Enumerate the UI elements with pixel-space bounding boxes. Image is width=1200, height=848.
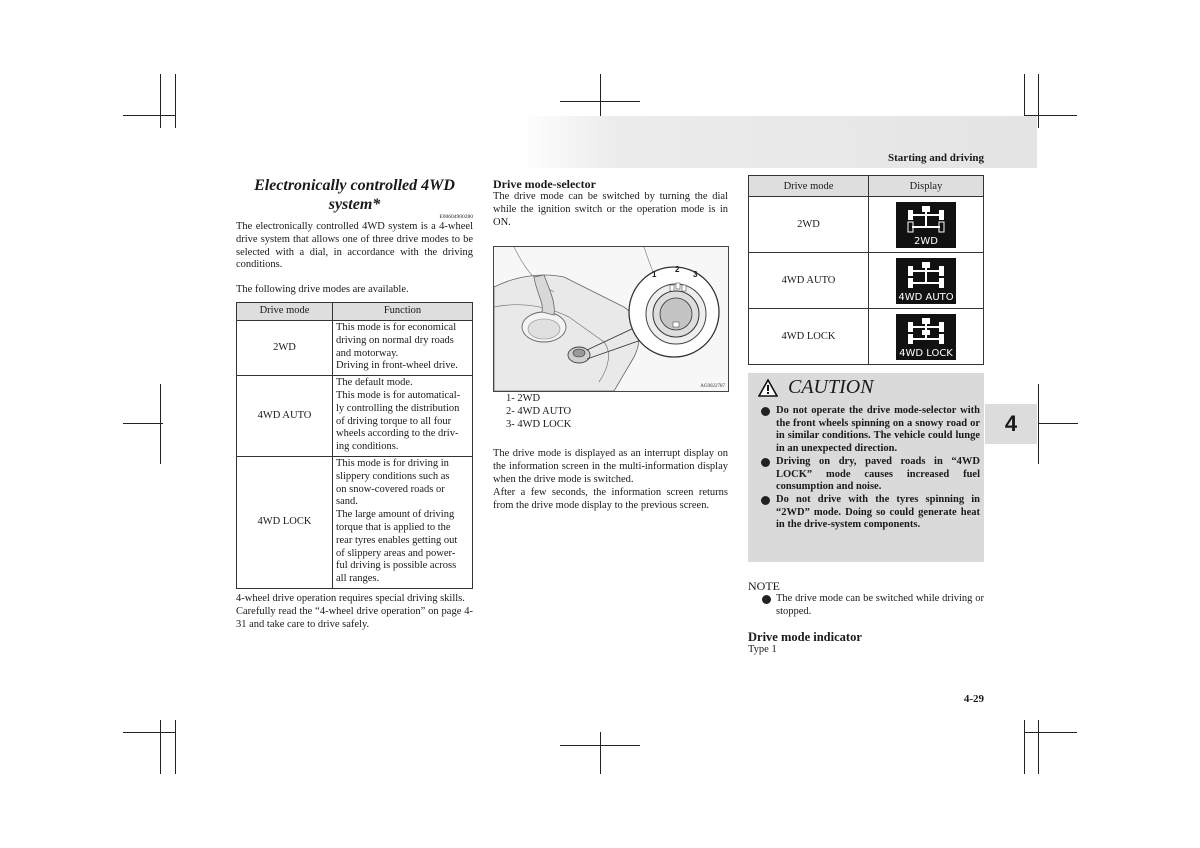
function-cell bbox=[333, 456, 473, 588]
crop-mark bbox=[123, 732, 176, 733]
crop-mark bbox=[1024, 720, 1025, 774]
function-line: wheels according to the driv- bbox=[336, 428, 459, 440]
crop-mark bbox=[160, 720, 161, 774]
function-line: This mode is for economical bbox=[336, 321, 457, 333]
function-line: The default mode. bbox=[336, 377, 413, 389]
crop-mark bbox=[560, 101, 640, 102]
crop-mark bbox=[1024, 732, 1077, 733]
function-line: all ranges. bbox=[336, 573, 380, 585]
caution-item bbox=[754, 405, 980, 456]
display-cell bbox=[869, 253, 984, 309]
table-row bbox=[749, 197, 984, 253]
table-row bbox=[749, 309, 984, 365]
function-line: Driving in front-wheel drive. bbox=[336, 360, 458, 372]
console-illustration bbox=[494, 247, 728, 391]
section-heading: Electronically controlled 4WD system* bbox=[254, 177, 455, 213]
bullet-icon bbox=[762, 595, 771, 604]
function-line: ing conditions. bbox=[336, 441, 399, 453]
chapter-tab: 4 bbox=[985, 404, 1037, 444]
crop-mark bbox=[1038, 720, 1039, 774]
function-line: rear tyres enables getting out bbox=[336, 534, 458, 546]
crop-mark bbox=[600, 732, 601, 774]
page-number: 4-29 bbox=[963, 693, 984, 705]
intro-paragraph: The electronically controlled 4WD system is a 4-wheel drive system that allows one of three drive modes to be selected with a dial, in accordance with the driving conditions. bbox=[236, 221, 473, 271]
caution-list bbox=[754, 405, 980, 532]
drivetrain-4wd-icon bbox=[896, 258, 956, 304]
bullet-icon bbox=[761, 496, 770, 505]
crop-mark bbox=[1038, 423, 1078, 424]
caution-item bbox=[754, 494, 980, 532]
function-line: This mode is for automatical- bbox=[336, 389, 461, 401]
return-screen-text: After a few seconds, the information screen returns from the drive mode display to the previous screen. bbox=[493, 486, 728, 511]
drive-mode-selector-heading: Drive mode-selector bbox=[493, 177, 596, 191]
function-line: ful driving is possible across bbox=[336, 560, 457, 572]
mode-cell: 4WD AUTO bbox=[237, 376, 333, 457]
caution-item-text: Do not drive with the tyres spinning in “2WD” mode. Doing so could generate heat in the drive-system components. bbox=[776, 493, 980, 531]
crop-mark bbox=[1038, 74, 1039, 128]
available-modes-text: The following drive modes are available. bbox=[236, 284, 409, 296]
function-line: on snow-covered roads or bbox=[336, 483, 445, 495]
function-line: sand. bbox=[336, 496, 358, 508]
table-row bbox=[749, 253, 984, 309]
list-item: 2- 4WD AUTO bbox=[506, 405, 572, 417]
note-section bbox=[748, 579, 984, 656]
read-carefully-note: Carefully read the “4-wheel drive operation” on page 4-31 and take care to drive safely. bbox=[236, 605, 473, 630]
caution-item-text: Do not operate the drive mode-selector with the front wheels spinning on a snowy road or in similar conditions. The vehicle could lunge in an unexpected direction. bbox=[776, 405, 980, 455]
callout-number: 1 bbox=[652, 270, 657, 279]
callout-number: 3 bbox=[693, 270, 698, 279]
crop-mark bbox=[160, 384, 161, 464]
function-cell bbox=[333, 376, 473, 457]
function-line: of driving torque to all four bbox=[336, 415, 452, 427]
bullet-icon bbox=[761, 407, 770, 416]
crop-mark bbox=[175, 74, 176, 128]
function-cell bbox=[333, 320, 473, 375]
table-header: Drive mode bbox=[749, 176, 869, 197]
mode-cell: 2WD bbox=[749, 197, 869, 253]
caution-box bbox=[748, 373, 984, 562]
icon-label: 4WD AUTO bbox=[898, 291, 954, 303]
skills-note: 4-wheel drive operation requires special driving skills. bbox=[236, 592, 465, 604]
table-header: Display bbox=[869, 176, 984, 197]
caution-item-text: Driving on dry, paved roads in “4WD LOCK” mode causes increased fuel consumption and noise. bbox=[776, 455, 980, 493]
function-line: driving on normal dry roads bbox=[336, 334, 454, 346]
table-row bbox=[237, 320, 473, 375]
function-line: torque that is applied to the bbox=[336, 521, 451, 533]
list-item: 1- 2WD bbox=[506, 393, 541, 404]
function-line: and motorway. bbox=[336, 347, 399, 359]
warning-triangle-icon bbox=[758, 379, 778, 397]
table-header: Function bbox=[333, 302, 473, 320]
drive-mode-selector-illustration bbox=[493, 246, 729, 392]
table-row bbox=[237, 376, 473, 457]
mode-cell: 4WD AUTO bbox=[749, 253, 869, 309]
crop-mark bbox=[123, 423, 163, 424]
caution-title: CAUTION bbox=[788, 376, 874, 398]
bullet-icon bbox=[761, 458, 770, 467]
function-line: slippery conditions such as bbox=[336, 470, 450, 482]
drivetrain-2wd-icon bbox=[896, 202, 956, 248]
function-line: This mode is for driving in bbox=[336, 457, 449, 469]
interrupt-display-text: The drive mode is displayed as an interrupt display on the information screen in the multi-information display when the drive mode is switched. bbox=[493, 448, 728, 485]
drive-mode-indicator-heading: Drive mode indicator bbox=[748, 629, 862, 644]
icon-label: 2WD bbox=[914, 235, 938, 247]
section-title: Starting and driving bbox=[888, 152, 984, 164]
display-cell bbox=[869, 197, 984, 253]
middle-column bbox=[493, 177, 728, 229]
middle-column-lower bbox=[493, 393, 728, 512]
drive-mode-table bbox=[236, 302, 473, 589]
function-line: The large amount of driving bbox=[336, 509, 455, 521]
crop-mark bbox=[1038, 384, 1039, 464]
list-item: 3- 4WD LOCK bbox=[506, 418, 572, 430]
selector-description: The drive mode can be switched by turning the dial while the ignition switch or the operation mode is in ON. bbox=[493, 191, 728, 228]
icon-label: 4WD LOCK bbox=[899, 347, 953, 359]
note-title: NOTE bbox=[748, 579, 780, 593]
function-line: ly controlling the distribution bbox=[336, 402, 460, 414]
note-item bbox=[748, 593, 984, 619]
display-cell bbox=[869, 309, 984, 365]
crop-mark bbox=[175, 720, 176, 774]
callout-number: 2 bbox=[675, 265, 680, 274]
crop-mark bbox=[160, 74, 161, 128]
crop-mark bbox=[123, 115, 176, 116]
mode-cell: 2WD bbox=[237, 320, 333, 375]
caution-item bbox=[754, 456, 980, 494]
display-table bbox=[748, 175, 984, 365]
document-code: E00604900280 bbox=[439, 214, 473, 220]
mode-cell: 4WD LOCK bbox=[749, 309, 869, 365]
mode-cell: 4WD LOCK bbox=[237, 456, 333, 588]
crop-mark bbox=[560, 745, 640, 746]
table-header: Drive mode bbox=[237, 302, 333, 320]
drivetrain-4wd-lock-icon bbox=[896, 314, 956, 360]
illustration-code: AG0022787 bbox=[700, 384, 725, 389]
table-row bbox=[237, 456, 473, 588]
function-line: of slippery areas and power- bbox=[336, 547, 456, 559]
indicator-type: Type 1 bbox=[748, 643, 777, 655]
note-item-text: The drive mode can be switched while driving or stopped. bbox=[776, 593, 984, 617]
left-column bbox=[236, 176, 473, 631]
